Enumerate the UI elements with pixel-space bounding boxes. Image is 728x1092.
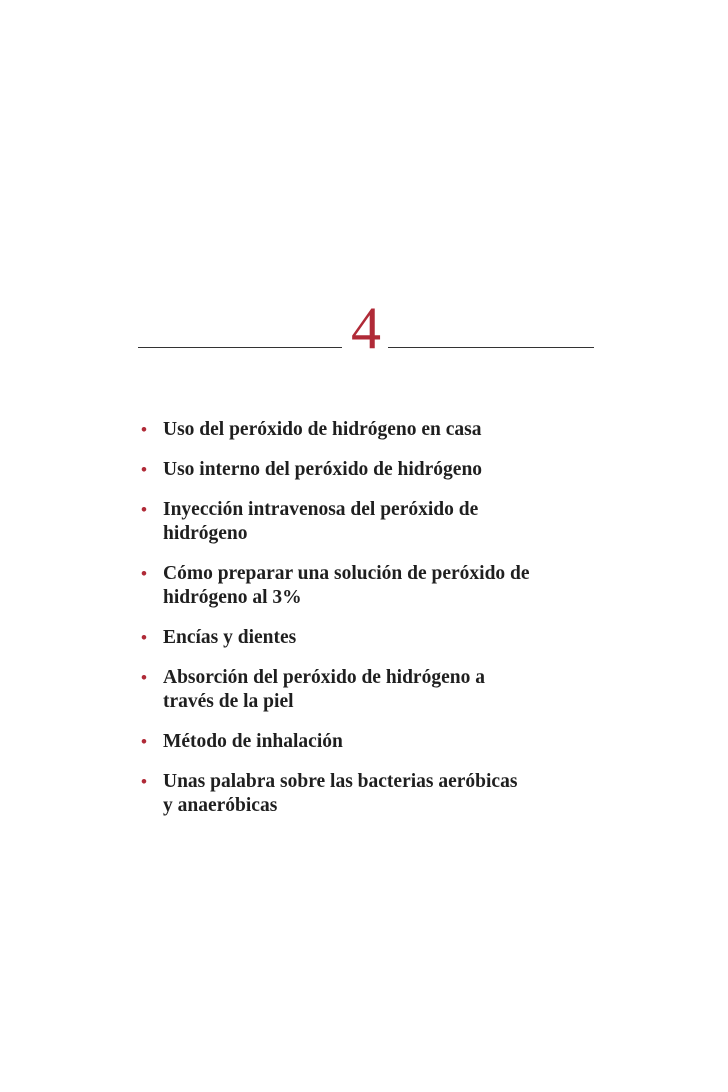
bullet-icon: • [141,500,147,519]
list-item [140,562,610,610]
list-item [140,418,610,442]
list-item-text: Unas palabra sobre las bacterias aeróbicas [163,771,518,792]
chapter-contents-list [140,418,610,834]
list-item-text: Cómo preparar una solución de peróxido de [163,563,530,584]
list-item [140,626,610,650]
list-item-text: Inyección intravenosa del peróxido de [163,499,479,520]
list-item [140,730,610,754]
list-item-text-continued: y anaeróbicas [163,795,278,816]
bullet-icon: • [141,772,147,791]
list-item-text: Absorción del peróxido de hidrógeno a [163,667,485,688]
right-rule [388,347,594,348]
bullet-icon: • [141,628,147,647]
bullet-icon: • [141,564,147,583]
list-item-text: Uso interno del peróxido de hidrógeno [163,459,483,480]
list-item-text: Método de inhalación [163,731,343,752]
list-item [140,498,610,546]
list-item-text-continued: hidrógeno [163,523,248,544]
list-item-text-continued: través de la piel [163,691,294,712]
bullet-icon: • [141,420,147,439]
list-item [140,458,610,482]
bullet-icon: • [141,668,147,687]
list-item-text: Uso del peróxido de hidrógeno en casa [163,419,482,440]
list-item-text-continued: hidrógeno al 3% [163,587,302,608]
bullet-icon: • [141,460,147,479]
list-item [140,666,610,714]
chapter-number: 4 [351,295,381,361]
chapter-header [138,296,594,360]
bullet-icon: • [141,732,147,751]
list-item [140,770,610,818]
left-rule [138,347,342,348]
list-item-text: Encías y dientes [163,627,297,648]
